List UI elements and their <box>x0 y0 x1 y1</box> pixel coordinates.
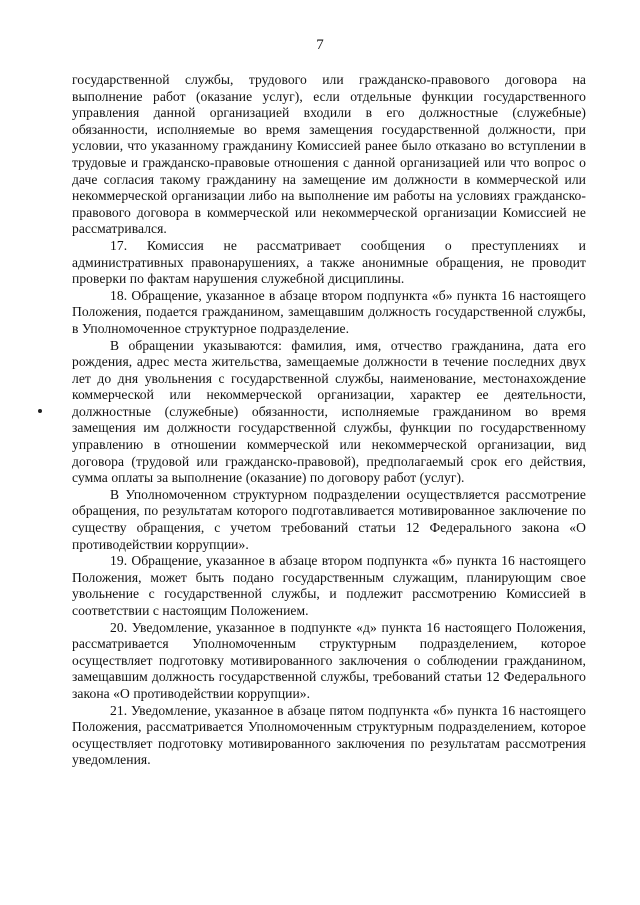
document-body <box>72 72 586 769</box>
paragraph-18-details: В обращении указываются: фамилия, имя, отчество гражданина, дата его рождения, адрес места жительства, замещаемые должности в течение последних двух лет до дня увольнения с государственной службы, наименование, местонахождение коммерческой или некоммерческой организации, характер ее деятельности, должностные (служебные) обязанности, исполняемые гражданином во время замещения им должности государственной службы, функции по государственному управлению в отношении коммерческой или некоммерческой организации, вид договора (трудовой или гражданско-правовой), предполагаемый срок его действия, сумма оплаты за выполнение (оказание) по договору работ (услуг). <box>72 337 586 486</box>
page-number: 7 <box>316 37 324 53</box>
paragraph-18: 18. Обращение, указанное в абзаце втором подпункта «б» пункта 16 настоящего Положения, подается гражданином, замещавшим должность государственной службы, в Уполномоченное структурное подразделение. <box>72 287 586 336</box>
paragraph-17: 17. Комиссия не рассматривает сообщения о преступлениях и административных правонарушениях, а также анонимные обращения, не проводит проверки по фактам нарушения служебной дисциплины. <box>72 237 586 287</box>
paragraph-19: 19. Обращение, указанное в абзаце втором подпункта «б» пункта 16 настоящего Положения, может быть подано государственным служащим, планирующим свое увольнение с государственной службы, и подлежит рассмотрению Комиссией в соответствии с настоящим Положением. <box>72 553 586 618</box>
paragraph-21: 21. Уведомление, указанное в абзаце пятом подпункта «б» пункта 16 настоящего Положения, рассматривается Уполномоченным структурным подразделением, которое осуществляет подготовку мотивированного заключения по результатам рассмотрения уведомления. <box>72 702 586 768</box>
margin-dot-mark <box>38 409 42 413</box>
paragraph-20: 20. Уведомление, указанное в подпункте «д» пункта 16 настоящего Положения, рассматривается Уполномоченным структурным подразделением, которое осуществляет подготовку мотивированного заключения о соблюдении гражданином, замещавшим должность государственной службы, требований статьи 12 Федерального закона «О противодействии коррупции». <box>72 619 586 701</box>
paragraph-18-review: В Уполномоченном структурном подразделении осуществляется рассмотрение обращения, по результатам которого подготавливается мотивированное заключение по существу обращения, с учетом требований статьи 12 Федерального закона «О противодействии коррупции». <box>72 486 586 552</box>
paragraph-continuation: государственной службы, трудового или гражданско-правового договора на выполнение работ (оказание услуг), если отдельные функции государственного управления данной организацией входили в его должностные (служебные) обязанности, исполняемые во время замещения государственной должности, при условии, что указанному гражданину Комиссией ранее было отказано во вступлении в трудовые и гражданско-правовые отношения с данной организацией или что вопрос о даче согласия такому гражданину на замещение им должности в коммерческой или некоммерческой организации либо на выполнение им работы на условиях гражданско-правового договора в коммерческой или некоммерческой организации Комиссией не рассматривался. <box>72 72 586 237</box>
